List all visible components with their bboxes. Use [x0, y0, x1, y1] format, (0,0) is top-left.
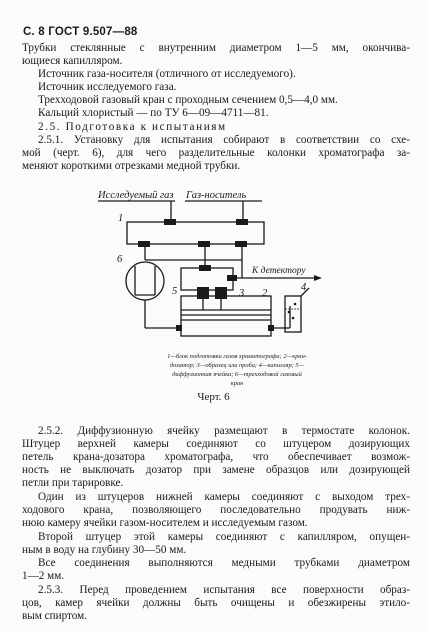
text-line: ходового крана, позволяющего последовательно продувать ниж- — [22, 504, 410, 516]
label-number-4: 4 — [301, 282, 307, 293]
text-line: ность не выключать дозатор при замене образцов или дозирующей — [22, 464, 410, 476]
text-line: Штуцер верхней камеры соединяют со штуцером дозирующих — [22, 438, 410, 450]
text-line: Второй штуцер этой камеры соединяют с капилляром, опущен- — [38, 531, 410, 543]
text-line: 1—2 мм. — [22, 570, 65, 582]
figure-caption-line: кран — [230, 380, 244, 387]
text-line: ным в воду на глубину 30—50 мм. — [22, 544, 187, 556]
text-line: петель крана-дозатора хроматографа, что обеспечивает возмож- — [22, 451, 410, 463]
section-heading: 2.5. Подготовка к испытаниям — [38, 121, 227, 133]
text-line: мой (черт. 6), для чего разделительные колонки хроматографа за- — [22, 147, 410, 159]
text-line: Все соединения выполняются медными трубками диаметром — [38, 557, 410, 569]
figure-title: Черт. 6 — [197, 391, 230, 403]
schematic-figure — [0, 188, 427, 358]
text-line: нюю камеру ячейки газом-носителем и исследуемым газом. — [22, 517, 308, 529]
text-line: 2.5.3. Перед проведением испытания все поверхности образ- — [38, 584, 410, 596]
label-number-3: 3 — [239, 288, 245, 299]
page-header: С. 8 ГОСТ 9.507—88 — [23, 26, 138, 38]
text-line: петли при тарировке. — [22, 477, 124, 489]
text-line: Источник газа-носителя (отличного от исследуемого). — [38, 68, 296, 80]
label-to-detector: К детектору — [252, 266, 306, 276]
text-line: 2.5.2. Диффузионную ячейку размещают в термостате колонок. — [38, 425, 410, 437]
text-line: Кальций хлористый — по ТУ 6—09—4711—81. — [38, 107, 269, 119]
label-number-5: 5 — [172, 286, 178, 297]
label-carrier-gas: Газ-носитель — [186, 190, 247, 201]
figure-caption-line: диффузионная ячейка; 6—трехходовой газовый — [172, 371, 302, 378]
label-number-2: 2 — [262, 288, 268, 299]
text-line: ющиеся капилляром. — [22, 55, 123, 67]
text-line: Один из штуцеров нижней камеры соединяют с выходом трех- — [38, 491, 410, 503]
text-line: цов, камер ячейки должны быть очищены и обезжирены этило- — [22, 597, 410, 609]
figure-caption-line: дозатор; 3—образец или проба; 4—капилляр; 5— — [169, 362, 305, 369]
text-line: Источник исследуемого газа. — [38, 81, 177, 93]
text-line: вым спиртом. — [22, 610, 88, 622]
text-line: 2.5.1. Установку для испытания собирают в соответствии со схе- — [38, 134, 410, 146]
figure-caption-line: 1—блок подготовки газов хроматографа; 2—кран- — [167, 353, 307, 360]
text-line: меняют короткими отрезками медной трубки. — [22, 160, 241, 172]
label-number-6: 6 — [117, 254, 123, 265]
label-number-1: 1 — [118, 213, 124, 224]
text-line: Трехходовой газовый кран с проходным сечением 0,5—4,0 мм. — [38, 94, 338, 106]
text-line: Трубки стеклянные с внутренним диаметром 1—5 мм, окончива- — [22, 42, 410, 54]
label-test-gas: Исследуемый газ — [98, 190, 174, 201]
